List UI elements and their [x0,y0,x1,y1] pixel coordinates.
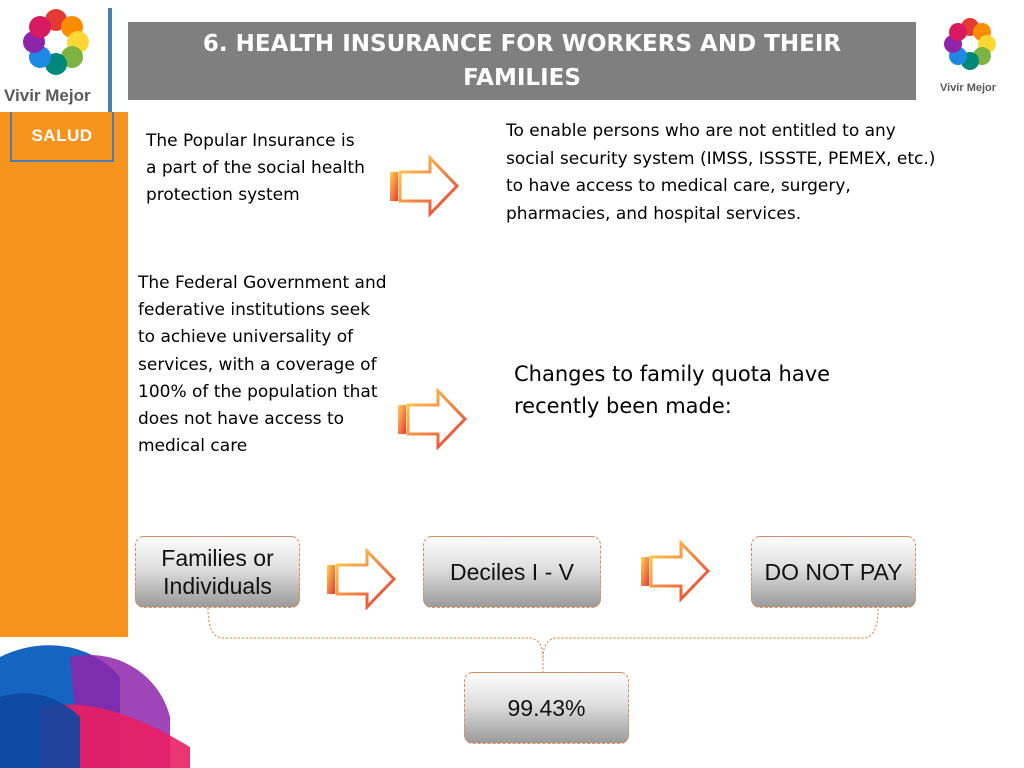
vivir-mejor-logo-left [0,0,112,112]
popular-insurance-text: The Popular Insurance is a part of the social health protection system [146,131,365,205]
vivir-mejor-logo-right [930,8,1010,98]
families-box: Families or Individuals [135,536,300,608]
arrow-right-icon [325,548,397,610]
decorative-arcs-icon [0,637,200,768]
flower-logo-icon [930,8,1010,78]
percentage-result-box: 99.43% [464,672,629,744]
brace-connector [205,606,885,674]
flower-logo-icon [0,0,112,90]
arrow-right-icon [636,540,714,602]
arrow-right-icon [396,388,468,450]
logo-text-right: Vivir Mejor [940,82,997,94]
deciles-box: Deciles I - V [423,536,601,608]
page-title: 6. HEALTH INSURANCE FOR WORKERS AND THEIR FAMILIES [128,22,916,100]
logo-text-left: Vivir Mejor [4,86,91,105]
federal-government-text: The Federal Government and federative institutions seek to achieve universality of services, with a coverage of 100% of the population that does not have access to medical care [138,273,387,457]
family-quota-text: Changes to family quota have recently been made: [514,362,831,418]
do-not-pay-box: DO NOT PAY [751,536,916,608]
arrow-right-icon [388,155,460,217]
enable-access-text: To enable persons who are not entitled to any social security system (IMSS, ISSSTE, PEMEX, etc.) to have access to medical care, surgery, pharmacies, and hospital services. [506,121,936,224]
left-sidebar [0,112,128,637]
logo-divider [108,8,112,112]
salud-label: SALUD [10,112,114,162]
